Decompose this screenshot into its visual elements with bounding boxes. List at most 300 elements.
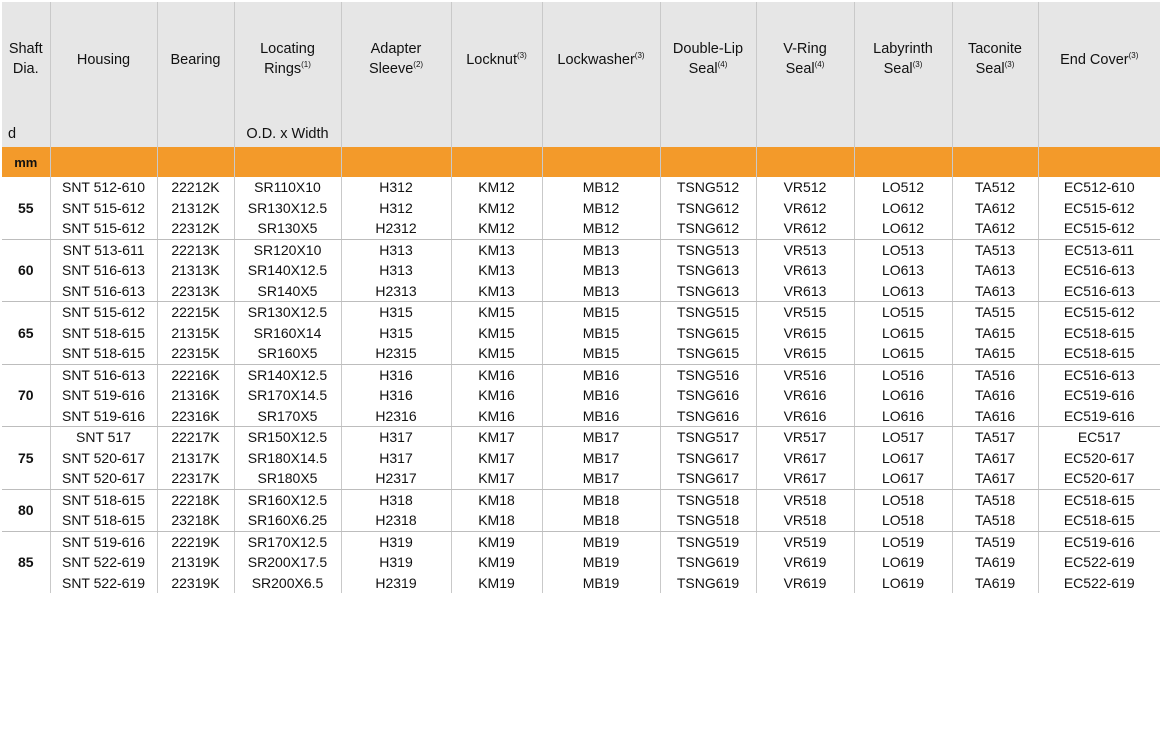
unit-cell [451, 147, 542, 177]
cell-value: VR515 [783, 304, 827, 320]
unit-cell [952, 147, 1038, 177]
table-row [2, 239, 1160, 302]
cell-value: SR180X5 [257, 470, 318, 486]
cell-value: TSNG617 [676, 449, 740, 466]
cell-value: SNT 515-612 [61, 220, 145, 236]
cell-value: VR616 [783, 387, 827, 403]
cell-value: SR160X14 [253, 324, 322, 341]
cell-value: KM18 [478, 512, 515, 528]
cell-value: LO617 [881, 470, 925, 486]
cell-value: SNT 516-613 [61, 282, 145, 299]
col-double-lip-seal-cell [660, 239, 756, 302]
cell-value: TSNG613 [676, 262, 740, 278]
cell-value: VR613 [783, 262, 827, 278]
unit-cell [50, 147, 157, 177]
col-adapter-sleeve-cell [341, 239, 451, 302]
cell-value: H317 [379, 449, 413, 466]
cell-value: MB15 [582, 304, 620, 320]
col-v-ring-seal-cell [756, 364, 854, 427]
cell-value: EC518-615 [1063, 491, 1135, 508]
cell-value: EC516-613 [1063, 366, 1135, 383]
cell-value: MB16 [582, 387, 620, 403]
col-end-cover-cell [1038, 239, 1160, 302]
cell-value: SR180X14.5 [247, 449, 328, 466]
col-locknut-cell [451, 177, 542, 239]
cell-value: VR617 [783, 449, 827, 466]
shaft-dia-cell: 55 [2, 177, 50, 239]
cell-value: LO612 [881, 220, 925, 236]
col-double-lip-seal-label: Double-Lip Seal$^{(4)}$ [672, 41, 744, 77]
cell-value: SR130X5 [257, 220, 318, 236]
cell-value: SR200X17.5 [247, 554, 328, 570]
col-taconite-seal-cell [952, 177, 1038, 239]
col-adapter-sleeve-label: Adapter Sleeve$^{(2)}$ [368, 41, 424, 77]
cell-value: H315 [379, 324, 413, 341]
cell-value: H2317 [375, 470, 417, 486]
cell-value: KM16 [478, 387, 515, 403]
shaft-dia-cell: 75 [2, 427, 50, 490]
unit-cell [854, 147, 952, 177]
cell-value: MB12 [582, 220, 620, 236]
cell-value: H313 [379, 262, 413, 278]
cell-value: TA513 [974, 241, 1016, 258]
cell-value: LO512 [881, 179, 925, 195]
cell-value: LO613 [881, 282, 925, 299]
shaft-dia-cell: 70 [2, 364, 50, 427]
cell-value: VR613 [783, 282, 827, 299]
cell-value: KM16 [478, 407, 515, 424]
col-end-cover-cell [1038, 427, 1160, 490]
cell-value: 21319K [171, 554, 220, 570]
col-v-ring-seal-cell [756, 239, 854, 302]
shaft-dia-cell: 80 [2, 489, 50, 531]
col-v-ring-seal-cell [756, 302, 854, 365]
col-adapter-sleeve-cell [341, 364, 451, 427]
cell-value: LO619 [881, 574, 925, 591]
col-lockwasher-cell [542, 239, 660, 302]
table-row [2, 489, 1160, 531]
cell-value: TA617 [974, 449, 1016, 466]
col-shaft-dia-label: Shaft Dia. [8, 41, 43, 77]
cell-value: TA619 [974, 554, 1016, 570]
cell-value: 22313K [171, 282, 220, 299]
cell-value: VR512 [783, 179, 827, 195]
col-bearing-cell [157, 427, 234, 490]
col-locating-rings-label: Locating Rings$^{(1)}$ [260, 41, 315, 77]
col-double-lip-seal-cell [660, 489, 756, 531]
col-locating-rings-cell [234, 427, 341, 490]
cell-value: TA519 [974, 533, 1016, 550]
col-bearing-cell [157, 239, 234, 302]
cell-value: 22216K [171, 366, 220, 383]
cell-value: SNT 520-617 [61, 470, 145, 486]
col-adapter-sleeve-header [341, 2, 451, 147]
col-lockwasher-footnote-ref: (3) [634, 51, 645, 60]
cell-value: SR130X12.5 [247, 304, 328, 320]
col-end-cover-label: End Cover$^{(3)}$ [1060, 51, 1139, 68]
cell-value: EC516-613 [1063, 262, 1135, 278]
col-v-ring-seal-label: V-Ring Seal$^{(4)}$ [783, 41, 827, 77]
cell-value: MB13 [582, 282, 620, 299]
cell-value: 22219K [171, 533, 220, 550]
cell-value: LO613 [881, 262, 925, 278]
col-end-cover-cell [1038, 364, 1160, 427]
cell-value: VR615 [783, 345, 827, 361]
cell-value: SNT 516-613 [61, 262, 145, 278]
cell-value: KM12 [478, 220, 515, 236]
shaft-dia-cell: 60 [2, 239, 50, 302]
col-taconite-seal-cell [952, 302, 1038, 365]
cell-value: EC518-615 [1063, 324, 1135, 341]
cell-value: H2319 [375, 574, 417, 591]
shaft-group-65 [2, 302, 1160, 365]
col-end-cover-cell [1038, 177, 1160, 239]
cell-value: LO515 [881, 304, 925, 320]
cell-value: 21312K [171, 199, 220, 216]
cell-value: KM17 [478, 470, 515, 486]
col-locknut-cell [451, 489, 542, 531]
cell-value: TSNG619 [676, 574, 740, 591]
cell-value: TSNG512 [676, 179, 740, 195]
col-taconite-seal-cell [952, 531, 1038, 593]
cell-value: VR617 [783, 470, 827, 486]
cell-value: TSNG519 [676, 533, 740, 550]
col-lockwasher-cell [542, 364, 660, 427]
cell-value: KM19 [478, 533, 515, 550]
cell-value: LO619 [881, 554, 925, 570]
col-labyrinth-seal-cell [854, 302, 952, 365]
table-row [2, 531, 1160, 593]
cell-value: TSNG616 [676, 407, 740, 424]
cell-value: KM17 [478, 429, 515, 445]
col-taconite-seal-cell [952, 239, 1038, 302]
col-v-ring-seal-header [756, 2, 854, 147]
unit-cell [660, 147, 756, 177]
col-adapter-sleeve-cell [341, 177, 451, 239]
cell-value: VR518 [783, 512, 827, 528]
col-housing-cell [50, 531, 157, 593]
cell-value: H2313 [375, 282, 417, 299]
col-end-cover-cell [1038, 489, 1160, 531]
cell-value: EC519-616 [1063, 533, 1135, 550]
cell-value: VR518 [783, 491, 827, 508]
parts-table [2, 2, 1160, 593]
cell-value: TA619 [974, 574, 1016, 591]
cell-value: MB12 [582, 179, 620, 195]
cell-value: TA613 [974, 262, 1016, 278]
cell-value: SR130X12.5 [247, 199, 328, 216]
col-adapter-sleeve-cell [341, 489, 451, 531]
cell-value: 21317K [171, 449, 220, 466]
cell-value: H2315 [375, 345, 417, 361]
col-locating-rings-cell [234, 531, 341, 593]
col-bearing-cell [157, 302, 234, 365]
cell-value: 22217K [171, 429, 220, 445]
cell-value: KM15 [478, 345, 515, 361]
col-bearing-cell [157, 489, 234, 531]
col-shaft-dia-sublabel: d [8, 126, 17, 142]
col-double-lip-seal-cell [660, 531, 756, 593]
cell-value: LO616 [881, 407, 925, 424]
cell-value: MB16 [582, 366, 620, 383]
col-taconite-seal-cell [952, 489, 1038, 531]
col-taconite-seal-cell [952, 427, 1038, 490]
cell-value: MB12 [582, 199, 620, 216]
cell-value: SNT 520-617 [61, 449, 145, 466]
table-row [2, 427, 1160, 490]
cell-value: KM15 [478, 304, 515, 320]
cell-value: SR140X12.5 [247, 366, 328, 383]
shaft-group-60 [2, 239, 1160, 302]
cell-value: LO518 [881, 512, 925, 528]
cell-value: SR140X5 [257, 282, 318, 299]
cell-value: SNT 522-619 [61, 574, 145, 591]
col-double-lip-seal-cell [660, 302, 756, 365]
cell-value: 22319K [171, 574, 220, 591]
col-labyrinth-seal-header [854, 2, 952, 147]
cell-value: MB18 [582, 491, 620, 508]
col-locknut-cell [451, 239, 542, 302]
cell-value: H2318 [375, 512, 417, 528]
col-double-lip-seal-cell [660, 177, 756, 239]
cell-value: SR160X5 [257, 345, 318, 361]
cell-value: SNT 516-613 [61, 366, 145, 383]
cell-value: 22213K [171, 241, 220, 258]
cell-value: TSNG518 [676, 491, 740, 508]
cell-value: KM17 [478, 449, 515, 466]
unit-section [2, 147, 1160, 177]
shaft-group-75 [2, 427, 1160, 490]
cell-value: SNT 515-612 [61, 199, 145, 216]
cell-value: TA518 [974, 491, 1016, 508]
cell-value: TSNG515 [676, 304, 740, 320]
cell-value: 23218K [171, 512, 220, 528]
col-locating-rings-cell [234, 489, 341, 531]
cell-value: TA615 [974, 345, 1016, 361]
cell-value: MB19 [582, 554, 620, 570]
cell-value: 22316K [171, 407, 220, 424]
col-lockwasher-cell [542, 177, 660, 239]
cell-value: KM16 [478, 366, 515, 383]
cell-value: TA512 [974, 179, 1016, 195]
cell-value: SNT 515-612 [61, 304, 145, 320]
cell-value: SR150X12.5 [247, 429, 328, 445]
col-housing-label: Housing [76, 52, 131, 68]
cell-value: LO616 [881, 387, 925, 403]
cell-value: H318 [379, 491, 413, 508]
cell-value: EC522-619 [1063, 554, 1135, 570]
col-end-cover-cell [1038, 302, 1160, 365]
cell-value: MB16 [582, 407, 620, 424]
col-locknut-cell [451, 302, 542, 365]
cell-value: SR160X12.5 [247, 491, 328, 508]
shaft-dia-cell: 85 [17, 554, 34, 570]
cell-value: KM19 [478, 554, 515, 570]
shaft-dia-cell: 65 [2, 302, 50, 365]
cell-value: EC517 [1077, 429, 1121, 445]
col-lockwasher-label: Lockwasher$^{(3)}$ [557, 51, 645, 68]
cell-value: KM12 [478, 179, 515, 195]
col-labyrinth-seal-cell [854, 239, 952, 302]
cell-value: TSNG513 [676, 241, 740, 258]
col-end-cover-header [1038, 2, 1160, 147]
cell-value: MB17 [582, 470, 620, 486]
cell-value: EC520-617 [1063, 449, 1135, 466]
cell-value: SR170X5 [257, 407, 318, 424]
cell-value: LO519 [881, 533, 925, 550]
cell-value: SNT 518-615 [61, 324, 145, 341]
col-taconite-seal-cell [952, 364, 1038, 427]
cell-value: 22215K [171, 304, 220, 320]
cell-value: 22317K [171, 470, 220, 486]
col-adapter-sleeve-cell [341, 427, 451, 490]
col-v-ring-seal-cell [756, 531, 854, 593]
cell-value: 22315K [171, 345, 220, 361]
col-adapter-sleeve-footnote-ref: (2) [413, 60, 424, 69]
cell-value: TA616 [974, 387, 1016, 403]
cell-value: VR517 [783, 429, 827, 445]
cell-value: TSNG617 [676, 470, 740, 486]
cell-value: KM18 [478, 491, 515, 508]
cell-value: TSNG516 [676, 366, 740, 383]
cell-value: H316 [379, 366, 413, 383]
unit-cell [542, 147, 660, 177]
cell-value: TSNG518 [676, 512, 740, 528]
cell-value: TA612 [974, 220, 1016, 236]
table-row [2, 364, 1160, 427]
col-housing-header [50, 2, 157, 147]
cell-value: 22212K [171, 179, 220, 195]
cell-value: 21316K [171, 387, 220, 403]
cell-value: SR140X12.5 [247, 262, 328, 278]
cell-value: KM13 [478, 262, 515, 278]
shaft-group-55 [2, 177, 1160, 239]
cell-value: H315 [379, 304, 413, 320]
col-labyrinth-seal-cell [854, 531, 952, 593]
cell-value: TA613 [974, 282, 1016, 299]
cell-value: H312 [379, 179, 413, 195]
col-locknut-footnote-ref: (3) [517, 51, 527, 60]
cell-value: VR519 [783, 533, 827, 550]
col-locating-rings-sublabel: O.D. x Width [246, 126, 329, 142]
cell-value: MB15 [582, 324, 620, 341]
cell-value: EC515-612 [1063, 304, 1135, 320]
col-double-lip-seal-cell [660, 427, 756, 490]
col-bearing-cell [157, 364, 234, 427]
cell-value: SNT 522-619 [61, 554, 145, 570]
cell-value: TSNG615 [676, 324, 740, 341]
col-v-ring-seal-footnote-ref: (4) [814, 60, 825, 69]
cell-value: H312 [379, 199, 413, 216]
col-lockwasher-cell [542, 531, 660, 593]
cell-value: SNT 518-615 [61, 512, 145, 528]
cell-value: TSNG517 [676, 429, 740, 445]
cell-value: LO517 [881, 429, 925, 445]
cell-value: MB17 [582, 449, 620, 466]
col-taconite-seal-header [952, 2, 1038, 147]
col-adapter-sleeve-cell [341, 531, 451, 593]
cell-value: VR616 [783, 407, 827, 424]
cell-value: MB18 [582, 512, 620, 528]
cell-value: LO617 [881, 449, 925, 466]
cell-value: TSNG612 [676, 220, 740, 236]
cell-value: VR612 [783, 199, 827, 216]
cell-value: SNT 519-616 [61, 387, 145, 403]
cell-value: SNT 519-616 [61, 533, 145, 550]
cell-value: MB13 [582, 262, 620, 278]
cell-value: LO518 [881, 491, 925, 508]
col-locating-rings-cell [234, 177, 341, 239]
cell-value: SNT 518-615 [61, 491, 145, 508]
cell-value: MB19 [582, 574, 620, 591]
cell-value: TSNG612 [676, 199, 740, 216]
cell-value: TA515 [974, 304, 1016, 320]
cell-value: EC518-615 [1063, 512, 1135, 528]
col-bearing-header [157, 2, 234, 147]
col-taconite-seal-footnote-ref: (3) [1004, 60, 1015, 69]
unit-cell [157, 147, 234, 177]
cell-value: TSNG619 [676, 554, 740, 570]
cell-value: KM15 [478, 324, 515, 341]
col-end-cover-footnote-ref: (3) [1128, 51, 1139, 60]
cell-value: EC522-619 [1063, 574, 1135, 591]
cell-value: 21315K [171, 324, 220, 341]
cell-value: EC518-615 [1063, 345, 1135, 361]
col-lockwasher-cell [542, 489, 660, 531]
cell-value: VR619 [783, 554, 827, 570]
cell-value: LO615 [881, 345, 925, 361]
col-locating-rings-footnote-ref: (1) [301, 60, 311, 69]
cell-value: 21313K [171, 262, 220, 278]
col-double-lip-seal-header [660, 2, 756, 147]
col-lockwasher-header [542, 2, 660, 147]
cell-value: SR110X10 [254, 179, 321, 195]
col-adapter-sleeve-cell [341, 302, 451, 365]
col-housing-cell [50, 427, 157, 490]
cell-value: VR619 [783, 574, 827, 591]
cell-value: KM12 [478, 199, 515, 216]
cell-value: KM13 [478, 241, 515, 258]
col-locknut-cell [451, 531, 542, 593]
unit-row [2, 147, 1160, 177]
cell-value: KM19 [478, 574, 515, 591]
cell-value: EC519-616 [1063, 407, 1135, 424]
cell-value: H319 [379, 554, 413, 570]
cell-value: MB17 [582, 429, 620, 445]
cell-value: H313 [379, 241, 413, 258]
cell-value: VR612 [783, 220, 827, 236]
shaft-group-80 [2, 489, 1160, 531]
col-v-ring-seal-cell [756, 427, 854, 490]
cell-value: EC520-617 [1063, 470, 1135, 486]
cell-value: H316 [379, 387, 413, 403]
cell-value: SNT 517 [76, 429, 131, 445]
col-labyrinth-seal-cell [854, 427, 952, 490]
col-locknut-header [451, 2, 542, 147]
table-row [2, 302, 1160, 365]
unit-cell [1038, 147, 1160, 177]
cell-value: SNT 513-611 [62, 241, 145, 258]
col-lockwasher-cell [542, 427, 660, 490]
cell-value: LO612 [881, 199, 925, 216]
cell-value: H2316 [375, 407, 417, 424]
col-bearing-label: Bearing [170, 52, 221, 68]
col-v-ring-seal-cell [756, 177, 854, 239]
col-locknut-label: Locknut$^{(3)}$ [466, 51, 527, 68]
cell-value: 22218K [171, 491, 220, 508]
col-labyrinth-seal-label: Labyrinth Seal$^{(3)}$ [873, 41, 933, 77]
cell-value: VR516 [783, 366, 827, 383]
